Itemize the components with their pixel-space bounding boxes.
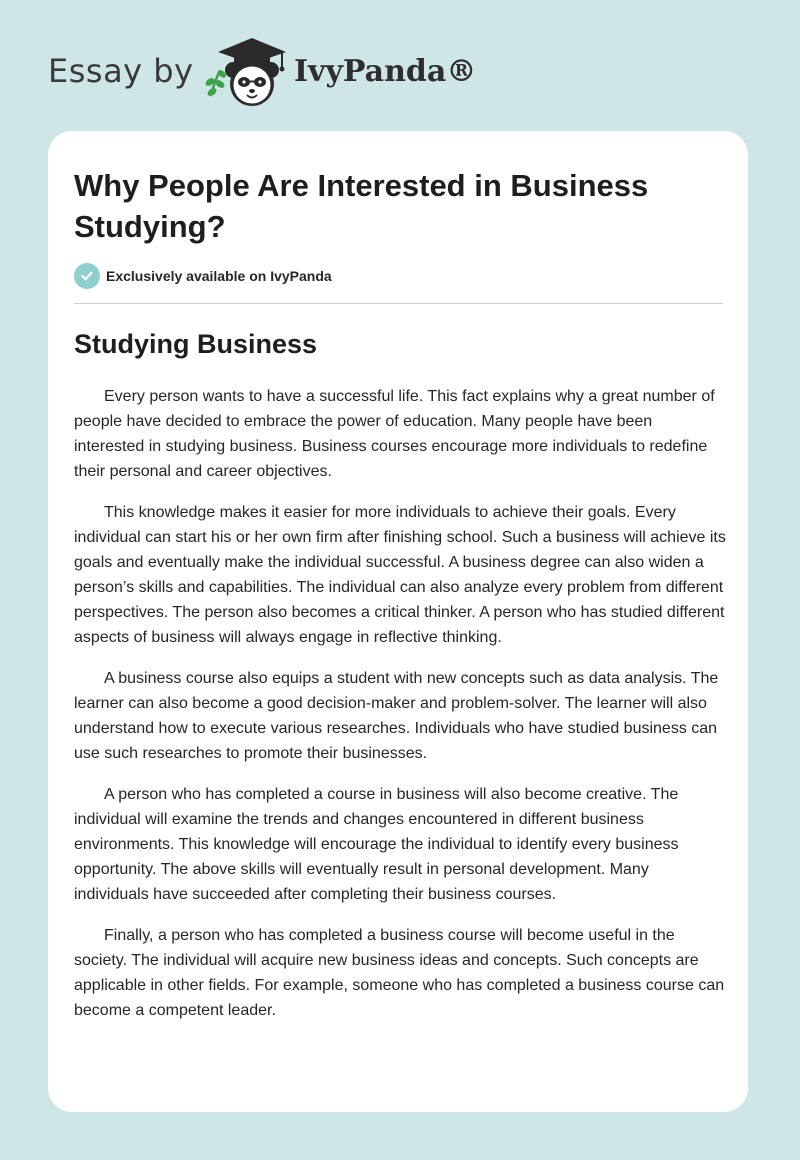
- site-header: [48, 34, 508, 114]
- section-heading: Studying Business: [74, 329, 318, 359]
- paragraph-5: Finally, a person who has completed a business course will become useful in the society. The individual will acquire new business ideas and concepts. Such concepts are applicable in other fields. For example, someone who has completed a business course can become a competent leader.: [74, 927, 725, 1019]
- paragraph-2: This knowledge makes it easier for more individuals to achieve their goals. Every individual can start his or her own firm after finishing school. Such a business will achieve its goals and eventually make the individual successful. A business degree can also widen a person’s skills and capabilities. The individual can also analyze every problem from different perspectives. The person also becomes a critical thinker. A person who has studied different aspects of business will always engage in reflective thinking.: [74, 504, 726, 646]
- essay-card: [48, 131, 748, 1112]
- brand-name[interactable]: IvyPanda®: [294, 54, 477, 89]
- exclusive-badge: [74, 263, 332, 289]
- paragraph-4: A person who has completed a course in business will also become creative. The individual will examine the trends and changes encountered in different business environments. This knowledge will encourage the individual to identify every business opportunity. The above skills will eventually result in personal development. Many individuals have succeeded after completing their business courses.: [74, 786, 679, 903]
- essay-by-label: Essay by: [48, 52, 194, 90]
- checkmark-icon: [74, 263, 100, 289]
- exclusive-label: Exclusively available on IvyPanda: [106, 268, 332, 284]
- panda-graduate-icon[interactable]: [200, 34, 292, 110]
- paragraph-1: Every person wants to have a successful life. This fact explains why a great number of people have decided to embrace the power of education. Many people have been interested in studying business. Business courses encourage more individuals to redefine their personal and career objectives.: [74, 388, 715, 480]
- paragraph-3: A business course also equips a student with new concepts such as data analysis. The learner can also become a good decision-maker and problem-solver. The learner will also understand how to execute various researches. Individuals who have studied business can use such researches to promote their businesses.: [74, 670, 719, 762]
- page-title: Why People Are Interested in Business Studying?: [74, 168, 649, 244]
- divider: [74, 303, 723, 304]
- essay-body: [74, 384, 726, 1039]
